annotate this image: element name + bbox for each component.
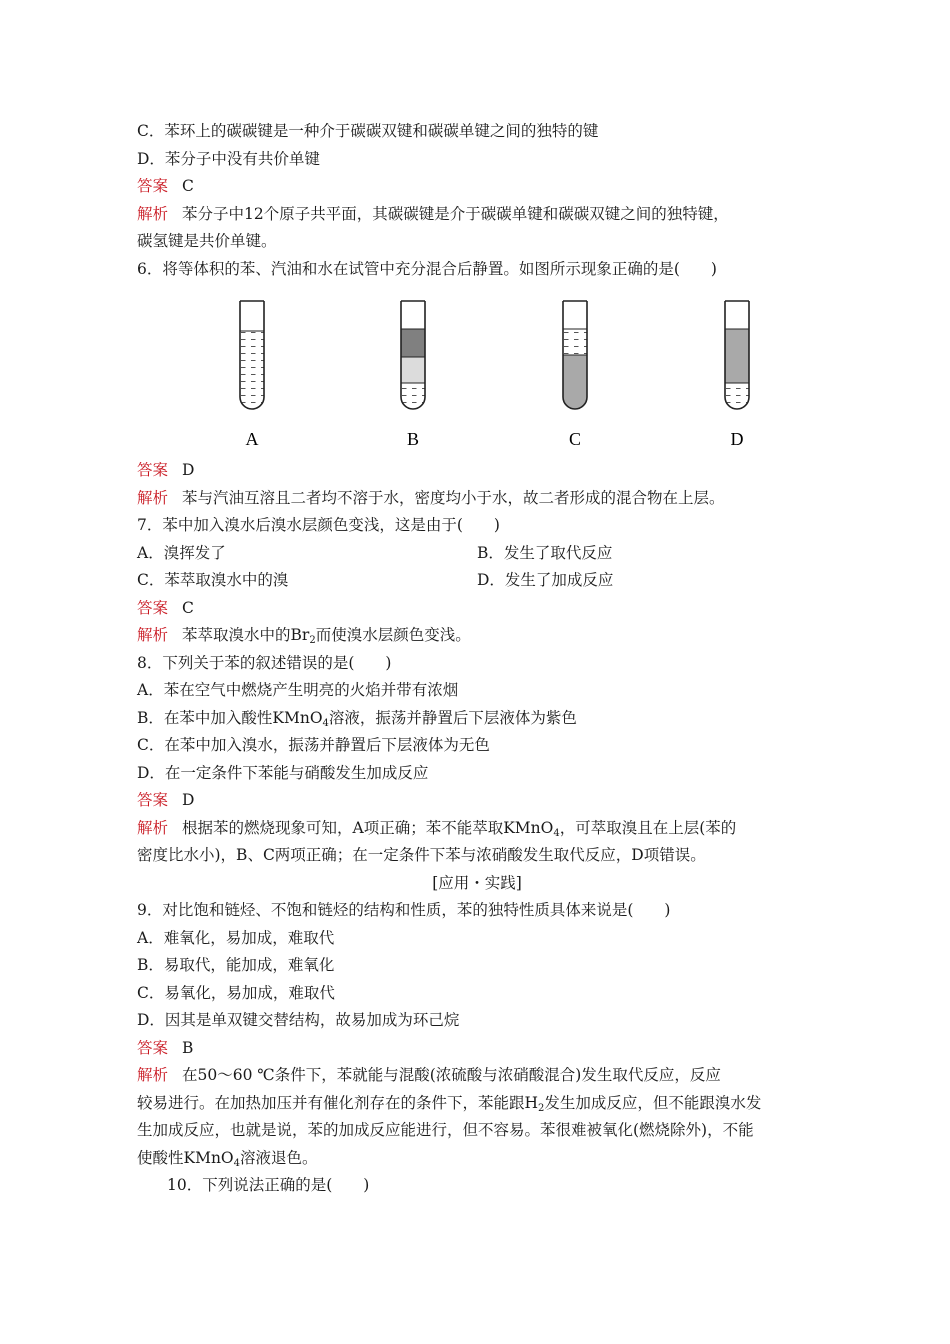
q9-option-b: B．易取代，能加成，难氧化: [137, 956, 335, 974]
q7-option-c: C．苯萃取溴水中的溴: [137, 571, 289, 589]
option-text: B．在苯中加入酸性KMnO: [137, 708, 323, 727]
subscript: 2: [538, 1102, 545, 1114]
answer-label: 答案: [137, 1038, 169, 1057]
q9-explanation-3: 生加成反应，也就是说，苯的加成反应能进行，但不容易。苯很难被氧化(燃烧除外)，不能: [137, 1121, 754, 1139]
document-page: [137, 118, 817, 1200]
explanation-text: 发生加成反应，但不能跟溴水发: [544, 1093, 762, 1112]
q9-option-d: D．因其是单双键交替结构，故易加成为环己烷: [137, 1011, 460, 1029]
subscript: 4: [233, 1157, 241, 1169]
answer-value: D: [182, 461, 195, 479]
q8-option-c: C．在苯中加入溴水，振荡并静置后下层液体为无色: [137, 736, 490, 754]
explanation-label: 解析: [137, 488, 169, 507]
q5-option-c: C．苯环上的碳碳键是一种介于碳碳双键和碳碳单键之间的独特的键: [137, 122, 599, 140]
answer-label: 答案: [137, 177, 169, 195]
test-tube-diagram: [215, 287, 775, 455]
q7-option-b: B．发生了取代反应: [477, 543, 613, 562]
q8-explanation-2: 密度比水小)，B、C两项正确；在一定条件下苯与浓硝酸发生取代反应，D项错误。: [137, 846, 706, 864]
q8-option-b: [137, 705, 817, 733]
q8-option-d: D．在一定条件下苯能与硝酸发生加成反应: [137, 763, 429, 782]
subscript: 4: [553, 827, 560, 839]
q9-explanation-2: [137, 1090, 817, 1118]
q8-answer: [137, 787, 817, 815]
q6-explanation: [137, 485, 817, 513]
explanation-text: 而使溴水层颜色变浅。: [315, 626, 471, 644]
q9-answer: [137, 1035, 817, 1063]
explanation-text: 苯萃取溴水中的Br: [182, 626, 310, 644]
answer-label: 答案: [137, 791, 169, 809]
explanation-text: 使酸性KMnO: [137, 1148, 234, 1167]
answer-value: C: [182, 598, 194, 617]
q7-question: 7．苯中加入溴水后溴水层颜色变浅，这是由于( ): [137, 516, 500, 534]
label-c: C: [568, 429, 582, 449]
q7-options-row-2: [137, 567, 817, 595]
subscript: 2: [309, 635, 316, 646]
label-d: D: [730, 429, 744, 449]
q7-explanation: [137, 622, 817, 650]
tube-a: [240, 301, 264, 421]
tube-c: [563, 301, 587, 423]
q9-option-a: A．难氧化，易加成，难取代: [137, 928, 335, 947]
q6-question: 6．将等体积的苯、汽油和水在试管中充分混合后静置。如图所示现象正确的是( ): [137, 259, 717, 278]
section-heading: [应用・实践]: [432, 873, 522, 892]
q9-explanation-4: [137, 1145, 817, 1173]
test-tube-figure: [137, 287, 817, 455]
q5-answer: [137, 173, 817, 201]
q7-option-d: D．发生了加成反应: [477, 571, 614, 589]
explanation-text: ，可萃取溴且在上层(苯的: [559, 818, 737, 837]
q9-option-c: C．易氧化，易加成，难取代: [137, 983, 335, 1002]
q10-question: 10．下列说法正确的是( ): [167, 1176, 370, 1194]
explanation-label: 解析: [137, 626, 169, 644]
subscript: 4: [322, 717, 329, 729]
q6-answer: [137, 457, 817, 485]
q5-explanation-2: 碳氢键是共价单键。: [137, 232, 277, 250]
explanation-label: 解析: [137, 818, 169, 837]
answer-value: C: [182, 177, 194, 195]
label-b: B: [406, 429, 420, 449]
explanation-text: 苯分子中12个原子共平面，其碳碳键是介于碳碳单键和碳碳双键之间的独特键，: [182, 204, 729, 223]
q9-explanation-1: [137, 1062, 817, 1090]
tube-b: [401, 301, 425, 423]
explanation-text: 溶液退色。: [240, 1148, 318, 1167]
q9-question: 9．对比饱和链烃、不饱和链烃的结构和性质，苯的独特性质具体来说是( ): [137, 901, 671, 919]
answer-value: D: [182, 791, 195, 809]
explanation-text: 苯与汽油互溶且二者均不溶于水，密度均小于水，故二者形成的混合物在上层。: [182, 488, 725, 507]
label-a: A: [245, 429, 259, 449]
answer-label: 答案: [137, 598, 169, 617]
q7-options-row-1: [137, 540, 817, 568]
explanation-text: 在50～60 ℃条件下，苯就能与混酸(浓硫酸与浓硝酸混合)发生取代反应，反应: [182, 1066, 721, 1084]
explanation-text: 较易进行。在加热加压并有催化剂存在的条件下，苯能跟H: [137, 1093, 539, 1112]
answer-value: B: [182, 1038, 194, 1057]
q5-explanation-1: [137, 201, 817, 229]
tube-d: [725, 301, 749, 423]
explanation-label: 解析: [137, 204, 169, 223]
answer-label: 答案: [137, 461, 169, 479]
explanation-label: 解析: [137, 1066, 169, 1084]
q5-option-d: D．苯分子中没有共价单键: [137, 149, 320, 168]
q7-answer: [137, 595, 817, 623]
q7-option-a: A．溴挥发了: [137, 543, 226, 562]
q8-question: 8．下列关于苯的叙述错误的是( ): [137, 653, 392, 672]
q8-option-a: A．苯在空气中燃烧产生明亮的火焰并带有浓烟: [137, 681, 459, 699]
explanation-text: 根据苯的燃烧现象可知，A项正确；苯不能萃取KMnO: [182, 818, 554, 837]
option-text: 溶液，振荡并静置后下层液体为紫色: [328, 708, 577, 727]
q8-explanation-1: [137, 815, 817, 843]
